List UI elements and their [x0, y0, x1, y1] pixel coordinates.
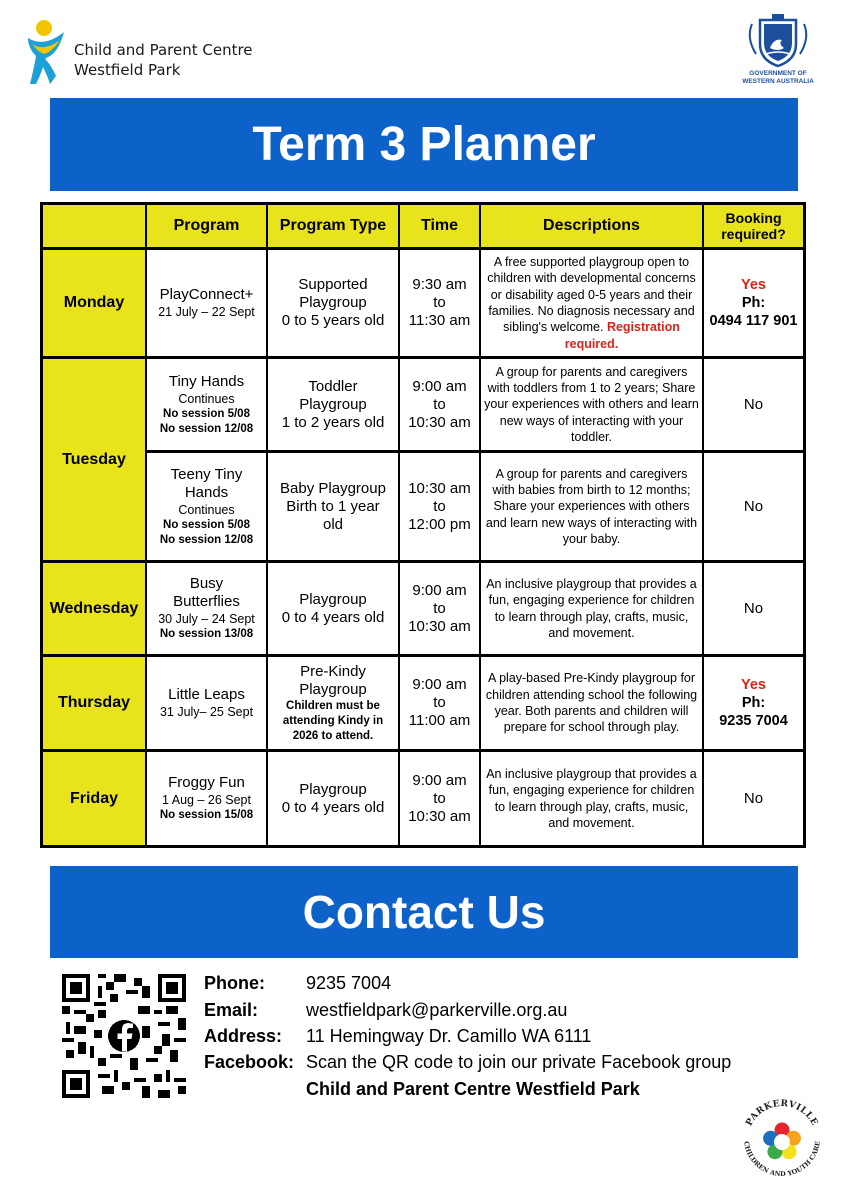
time-start: 9:00 am: [412, 581, 467, 599]
time-start: 9:00 am: [412, 676, 467, 693]
program-type-cell: [268, 250, 398, 356]
type-line-3: 0 to 5 years old: [281, 312, 385, 329]
time-to: to: [433, 395, 446, 413]
program-type-cell: [268, 359, 398, 450]
type-note: Children must be attending Kindy in 2026 to attend.: [282, 699, 384, 742]
time-to: to: [433, 294, 446, 311]
government-wa-logo: [738, 14, 818, 94]
type-line-1: Pre-Kindy: [300, 662, 366, 680]
time-cell: [400, 453, 479, 560]
phone-label: Phone:: [204, 973, 265, 993]
type-line-1: Toddler: [308, 377, 358, 395]
facebook-label: Facebook:: [204, 1052, 295, 1072]
booking-no: No: [743, 497, 764, 515]
cpc-logo: [22, 14, 282, 94]
program-note-1: No session 13/08: [159, 628, 254, 640]
gov-line-2: WESTERN AUSTRALIA: [742, 78, 814, 85]
address-label: Address:: [204, 1026, 283, 1046]
program-note-1: No session 5/08: [163, 407, 250, 420]
gov-line-1: GOVERNMENT OF: [749, 70, 807, 77]
program-dates: 1 Aug – 26 Sept: [162, 793, 251, 807]
contact-phone-row: [204, 970, 744, 996]
time-start: 9:00 am: [412, 377, 467, 395]
type-line-2: 0 to 4 years old: [281, 608, 385, 626]
program-cell: [147, 250, 266, 356]
program-name: Little Leaps: [168, 686, 245, 703]
type-line-2: 0 to 4 years old: [281, 798, 385, 816]
program-dates: 31 July– 25 Sept: [159, 705, 254, 719]
booking-cell: [704, 563, 803, 654]
program-cell: [147, 752, 266, 845]
description-text: A group for parents and caregivers with babies from birth to 12 months; Share your experiences with others and learn new ways of interacting with your baby.: [485, 466, 698, 546]
time-start: 9:00 am: [412, 771, 467, 789]
time-end: 12:00 pm: [408, 515, 471, 533]
booking-ph-label: Ph:: [741, 695, 766, 711]
booking-phone: 9235 7004: [719, 713, 788, 729]
time-cell: [400, 359, 479, 450]
program-cell: [147, 453, 266, 560]
description-text: An inclusive playgroup that provides a fun, engaging experience for children to learn through play, crafts, music, and movement.: [486, 576, 697, 640]
registration-note: Registration required.: [564, 320, 680, 351]
qr-code-icon: [62, 974, 186, 1098]
program-type-cell: [268, 453, 398, 560]
day-monday: Monday: [43, 250, 145, 356]
time-to: to: [433, 599, 446, 617]
time-cell: [400, 563, 479, 654]
description-text: A group for parents and caregivers with toddlers from 1 to 2 years; Share your experiences with others and learn new ways of interacting with your toddler.: [484, 364, 699, 444]
booking-cell: [704, 657, 803, 749]
program-cell: [147, 563, 266, 654]
day-tuesday: Tuesday: [43, 359, 145, 560]
booking-yes: Yes: [741, 677, 766, 693]
description-cell: [481, 657, 702, 749]
program-note-1: No session 5/08: [163, 518, 250, 531]
program-name-line-2: Butterflies: [173, 593, 240, 610]
svg-text:PARKERVILLE: PARKERVILLE: [744, 1098, 820, 1128]
contact-address-row: [204, 1023, 744, 1049]
contact-email-row: [204, 997, 744, 1023]
program-type-cell: [268, 563, 398, 654]
type-line-1: Playgroup: [299, 780, 367, 798]
program-note-1: No session 15/08: [159, 809, 254, 821]
booking-phone: 0494 117 901: [709, 313, 798, 329]
time-end: 10:30 am: [408, 807, 471, 825]
time-end: 11:00 am: [408, 712, 471, 729]
description-text: A free supported playgroup open to children with developmental concerns or disability aged 0-5 years and their families. No diagnosis necessary and sibling's welcome.: [487, 255, 696, 335]
header-program-type: Program Type: [268, 205, 398, 247]
header-descriptions: Descriptions: [481, 205, 702, 247]
svg-text:CHILDREN AND YOUTH CARE: CHILDREN AND YOUTH CARE: [742, 1140, 822, 1179]
time-end: 10:30 am: [408, 617, 471, 635]
program-name: Froggy Fun: [168, 774, 245, 791]
cpc-figure-icon: [22, 14, 70, 90]
email-value[interactable]: westfieldpark@parkerville.org.au: [306, 1000, 568, 1020]
type-line-1: Baby Playgroup: [280, 479, 386, 497]
day-thursday: Thursday: [43, 657, 145, 749]
type-line-2: Birth to 1 year: [286, 497, 380, 515]
program-dates: 30 July – 24 Sept: [158, 612, 255, 626]
parkerville-flower-icon: [734, 1090, 830, 1186]
program-type-cell: [268, 657, 398, 749]
type-line-3: 1 to 2 years old: [281, 413, 385, 431]
contact-facebook-row: [204, 1049, 804, 1075]
time-end: 10:30 am: [408, 413, 471, 431]
booking-ph-label: Ph:: [741, 295, 766, 311]
time-end: 11:30 am: [408, 312, 471, 329]
booking-no: No: [743, 789, 764, 807]
booking-cell: [704, 752, 803, 845]
type-line-2: Playgroup: [299, 395, 367, 413]
program-name-line-2: Hands: [184, 483, 229, 501]
parkerville-logo: [734, 1090, 830, 1186]
centre-location: Westfield Park: [74, 61, 181, 79]
description-text: An inclusive playgroup that provides a fun, engaging experience for children to learn through play, crafts, music, and movement.: [486, 766, 697, 830]
description-cell: [481, 453, 702, 560]
day-friday: Friday: [43, 752, 145, 845]
planner-table: [40, 202, 806, 848]
type-line-2: Playgroup: [299, 680, 367, 698]
booking-no: No: [743, 599, 764, 617]
time-cell: [400, 250, 479, 356]
program-dates: 21 July – 22 Sept: [158, 305, 255, 319]
description-cell: [481, 359, 702, 450]
address-value: 11 Hemingway Dr. Camillo WA 6111: [306, 1026, 592, 1046]
time-start: 9:30 am: [412, 276, 467, 293]
header-booking-line-2: required?: [721, 226, 786, 242]
time-to: to: [433, 694, 446, 711]
time-start: 10:30 am: [408, 479, 471, 497]
booking-no: No: [743, 395, 764, 413]
gov-crest-icon: [738, 14, 818, 70]
program-name: Tiny Hands: [168, 372, 245, 390]
type-line-1: Playgroup: [299, 590, 367, 608]
type-line-3: old: [322, 515, 344, 533]
program-name-line-1: Teeny Tiny: [170, 465, 243, 483]
time-to: to: [433, 497, 446, 515]
header-booking: [704, 205, 803, 247]
email-label: Email:: [204, 1000, 259, 1020]
phone-value[interactable]: 9235 7004: [306, 973, 392, 993]
program-cell: [147, 657, 266, 749]
booking-cell: [704, 250, 803, 356]
header-blank-cell: [43, 205, 145, 247]
program-continues: Continues: [178, 391, 235, 406]
type-line-2: Playgroup: [299, 294, 367, 311]
booking-cell: [704, 453, 803, 560]
facebook-group-row: [204, 1076, 744, 1102]
day-wednesday: Wednesday: [43, 563, 145, 654]
program-note-2: No session 12/08: [159, 422, 254, 435]
description-cell: [481, 563, 702, 654]
facebook-group-name: Child and Parent Centre Westfield Park: [306, 1079, 640, 1099]
program-continues: Continues: [178, 502, 235, 517]
booking-cell: [704, 359, 803, 450]
type-line-1: Supported: [298, 276, 368, 293]
header-time: Time: [400, 205, 479, 247]
program-cell: [147, 359, 266, 450]
description-cell: [481, 752, 702, 845]
program-name: PlayConnect+: [159, 286, 254, 303]
program-name-line-1: Busy: [189, 575, 224, 592]
time-cell: [400, 752, 479, 845]
program-note-2: No session 12/08: [159, 533, 254, 546]
contact-title: Contact Us: [50, 866, 798, 958]
program-type-cell: [268, 752, 398, 845]
facebook-qr-code[interactable]: [62, 974, 186, 1098]
header-program: Program: [147, 205, 266, 247]
page-title: Term 3 Planner: [50, 98, 798, 191]
booking-yes: Yes: [741, 277, 766, 293]
time-cell: [400, 657, 479, 749]
header-booking-line-1: Booking: [725, 210, 782, 226]
description-cell: [481, 250, 702, 356]
description-text: A play-based Pre-Kindy playgroup for children attending school the following year. Both parents and children will prepare for school through play.: [485, 671, 698, 735]
facebook-value: Scan the QR code to join our private Facebook group: [306, 1052, 732, 1072]
time-to: to: [433, 789, 446, 807]
centre-name: Child and Parent Centre: [74, 41, 253, 59]
